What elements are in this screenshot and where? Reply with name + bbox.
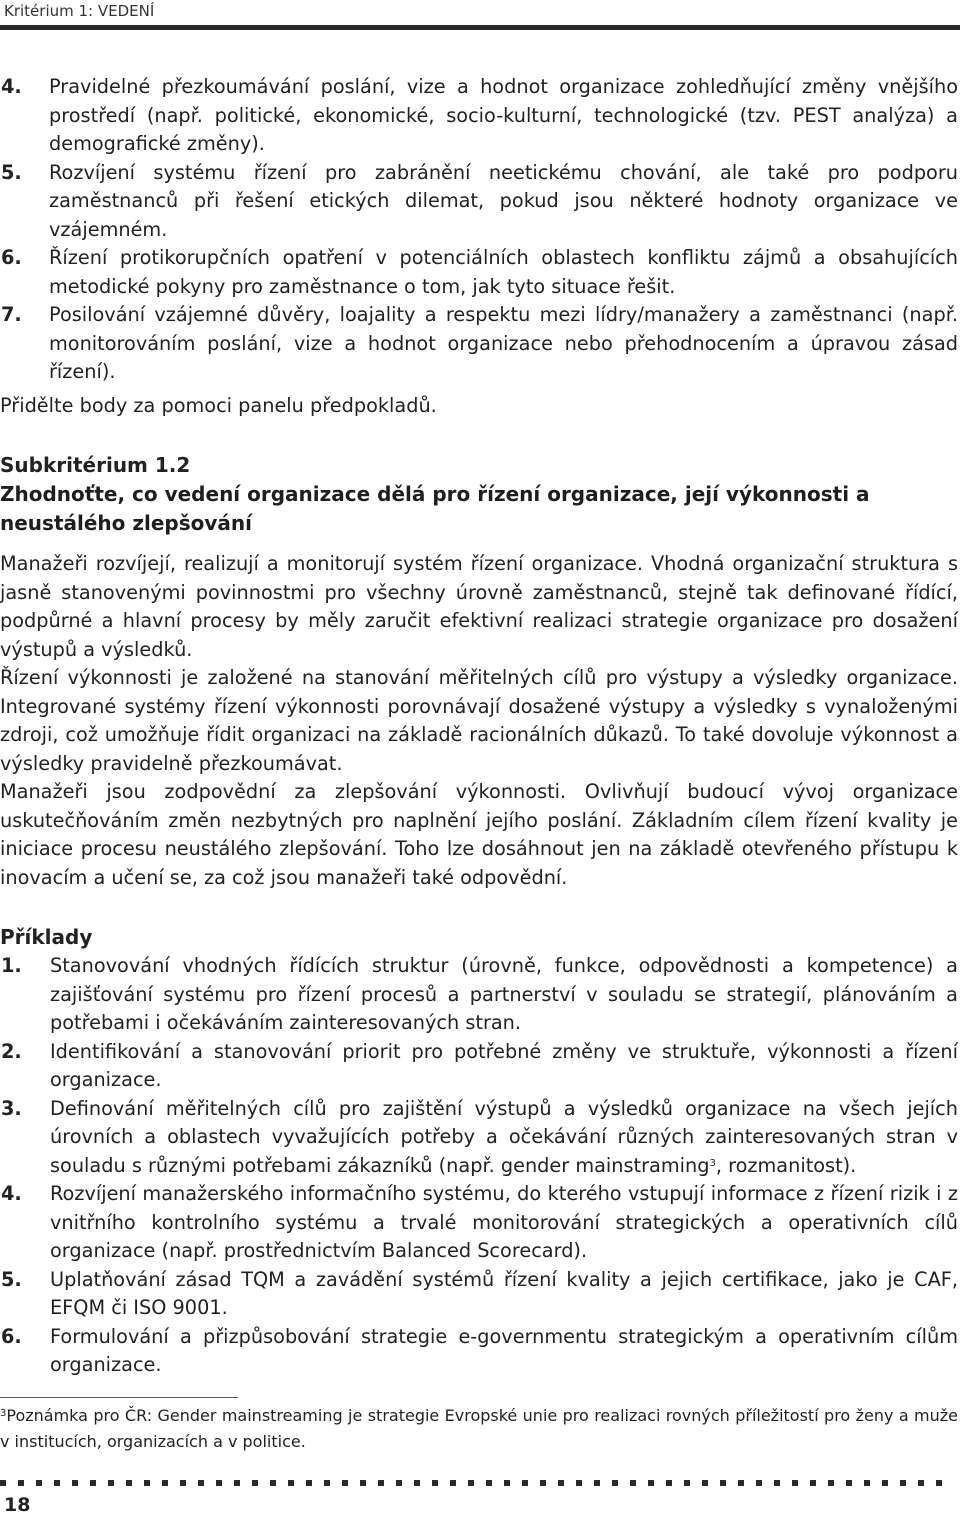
footer-dot [882, 1480, 888, 1486]
running-header: Kritérium 1: VEDENÍ [4, 2, 155, 20]
paragraph: Manažeři jsou zodpovědní za zlepšování výkonnosti. Ovlivňují budoucí vývoj organizace uskutečňováním změn nezbytných pro naplnění jejího poslání. Základním cílem řízení kvality je iniciace procesu neustálého zlepšování. Toho lze dosáhnout jen na základě otevřeného přístupu k inovacím a učení se, za což jsou manažeři také odpovědní. [0, 780, 958, 889]
footer-dot [918, 1480, 924, 1486]
example-number: 5. [1, 1267, 22, 1291]
footer-dot [648, 1480, 654, 1486]
footer-dot [342, 1480, 348, 1486]
list-text: Řízení protikorupčních opatření v potenciálních oblastech konfliktu zájmů a obsahujících metodické pokyny pro zaměstnance o tom, jak tyto situace řešit. [49, 246, 958, 298]
list-number: 5. [1, 160, 22, 184]
footer-dot [270, 1480, 276, 1486]
footer-dot [702, 1480, 708, 1486]
examples-list [0, 952, 958, 1380]
paragraph: Řízení výkonnosti je založené na stanování měřitelných cílů pro výstupy a výsledky organizace. Integrované systémy řízení výkonnosti porovnávají dosažené výstupy a výsledky s vynaloženými zdroji, což umožňuje řídit organizaci na základě racionálních důkazů. To také dovoluje výkonnost a výsledky pravidelně přezkoumávat. [0, 666, 958, 775]
example-item [0, 952, 958, 1038]
footer-dot [540, 1480, 546, 1486]
footer-dot [468, 1480, 474, 1486]
footer-dot [738, 1480, 744, 1486]
footer-dot [288, 1480, 294, 1486]
list-text: Rozvíjení systému řízení pro zabránění neetickému chování, ale také pro podporu zaměstnanců při řešení etických dilemat, pokud jsou některé hodnoty organizace ve vzájemném. [49, 160, 958, 241]
footer-dot [54, 1480, 60, 1486]
example-text: Identifikování a stanovování priorit pro potřebné změny ve struktuře, výkonnosti a řízení organizace. [50, 1039, 958, 1091]
list-item [0, 73, 958, 159]
list-text: Pravidelné přezkoumávání poslání, vize a hodnot organizace zohledňující změny vnějšího prostředí (např. politické, ekonomické, socio-kulturní, technologické (tzv. PEST analýza) a demografické změny). [49, 75, 958, 155]
footer-dot [684, 1480, 690, 1486]
footer-dot [432, 1480, 438, 1486]
example-item [0, 1095, 958, 1181]
footer-dot [936, 1480, 942, 1486]
footer-dot [450, 1480, 456, 1486]
example-text: Formulování a přizpůsobování strategie e-governmentu strategickým a operativním cílům organizace. [50, 1324, 958, 1376]
footer-dot [18, 1480, 24, 1486]
footer-dot [126, 1480, 132, 1486]
footer-dot [558, 1480, 564, 1486]
footer-dot [0, 1480, 6, 1486]
subcriterion-title: Subkritérium 1.2 [0, 453, 191, 477]
footer-dot [756, 1480, 762, 1486]
page-content [0, 73, 958, 1380]
footnote [0, 1403, 958, 1455]
footer-dot [792, 1480, 798, 1486]
example-item [0, 1180, 958, 1266]
footer-dot [864, 1480, 870, 1486]
example-number: 3. [1, 1096, 22, 1120]
footer-dot [594, 1480, 600, 1486]
footer-dot [234, 1480, 240, 1486]
footnote-reference: 3 [709, 1157, 716, 1169]
footer-dot [846, 1480, 852, 1486]
footer-dot [360, 1480, 366, 1486]
footer-dot [36, 1480, 42, 1486]
footer-dot [72, 1480, 78, 1486]
footer-dotted-rule [0, 1480, 960, 1488]
example-item [0, 1266, 958, 1323]
example-number: 2. [1, 1039, 22, 1063]
footer-dot [630, 1480, 636, 1486]
example-text: Rozvíjení manažerského informačního systému, do kterého vstupují informace z řízení rizik i z vnitřního kontrolního systému a trvalé monitorování strategických a operativních cílů organizace (např. prostřednictvím Balanced Scorecard). [50, 1182, 958, 1262]
assign-points-note: Přidělte body za pomoci panelu předpokladů. [0, 393, 437, 417]
footer-dot [144, 1480, 150, 1486]
example-number: 4. [1, 1182, 22, 1205]
page-number: 18 [4, 1494, 31, 1516]
example-text [50, 1095, 958, 1181]
example-item [0, 1323, 958, 1380]
footer-dot [612, 1480, 618, 1486]
footer-dot [90, 1480, 96, 1486]
footer-dot [378, 1480, 384, 1486]
list-number: 4. [1, 75, 22, 98]
footer-dot [504, 1480, 510, 1486]
footer-dot [576, 1480, 582, 1486]
footer-dot [522, 1480, 528, 1486]
list-item [0, 244, 958, 301]
example-text: Stanovování vhodných řídících struktur (úrovně, funkce, odpovědnosti a kompetence) a zajišťování systému pro řízení procesů a partnerství v souladu se strategií, plánováním a potřebami i očekáváním zainteresovaných stran. [50, 954, 958, 1034]
footer-dot [324, 1480, 330, 1486]
footer-dot [720, 1480, 726, 1486]
footer-dot [252, 1480, 258, 1486]
footer-dot [486, 1480, 492, 1486]
footer-dot [180, 1480, 186, 1486]
examples-title: Příklady [0, 925, 93, 949]
footer-dot [396, 1480, 402, 1486]
footer-dot [306, 1480, 312, 1486]
subcriterion-heading: Zhodnoťte, co vedení organizace dělá pro řízení organizace, její výkonnosti a neustálého zlepšování [0, 482, 870, 535]
footnote-text: Poznámka pro ČR: Gender mainstreaming je strategie Evropské unie pro realizaci rovných příležitostí pro ženy a muže v institucích, organizacích a v politice. [0, 1406, 958, 1451]
footnote-rule [0, 1397, 238, 1398]
footer-dot [666, 1480, 672, 1486]
list-number: 7. [1, 303, 22, 326]
header-rule [0, 25, 960, 30]
list-number: 6. [1, 246, 22, 269]
footer-dot [900, 1480, 906, 1486]
criteria-list [0, 73, 958, 387]
list-item [0, 159, 958, 245]
example-text-tail: , rozmanitost). [715, 1153, 857, 1177]
example-text-main: Definování měřitelných cílů pro zajištění výstupů a výsledků organizace na všech jejích úrovních a oblastech vyvažujících potřeby a očekávání různých zainteresovaných stran v souladu s různými potřebami zákazníků (např. gender mainstraming [50, 1096, 958, 1177]
footer-dot [198, 1480, 204, 1486]
list-item [0, 301, 958, 387]
footer-dot [162, 1480, 168, 1486]
example-number: 1. [1, 954, 22, 977]
footnote-mark: 3 [0, 1408, 7, 1419]
footer-dot [774, 1480, 780, 1486]
paragraph: Manažeři rozvíjejí, realizují a monitorují systém řízení organizace. Vhodná organizační struktura s jasně stanovenými povinnostmi pro všechny úrovně zaměstnanců, stejně tak definované řídící, podpůrné a hlavní procesy by měly zaručit efektivní realizaci strategie organizace pro dosažení výstupů a výsledků. [0, 552, 958, 661]
list-text: Posilování vzájemné důvěry, loajality a respektu mezi lídry/manažery a zaměstnanci (např. monitorováním poslání, vize a hodnot organizace nebo přehodnocením a úpravou zásad řízení). [49, 303, 958, 383]
footer-dot [828, 1480, 834, 1486]
example-number: 6. [1, 1324, 22, 1348]
example-item [0, 1038, 958, 1095]
footer-dot [414, 1480, 420, 1486]
footer-dot [216, 1480, 222, 1486]
example-text: Uplatňování zásad TQM a zavádění systémů řízení kvality a jejich certifikace, jako je CAF, EFQM či ISO 9001. [50, 1267, 958, 1319]
footer-dot [810, 1480, 816, 1486]
footer-dot [108, 1480, 114, 1486]
